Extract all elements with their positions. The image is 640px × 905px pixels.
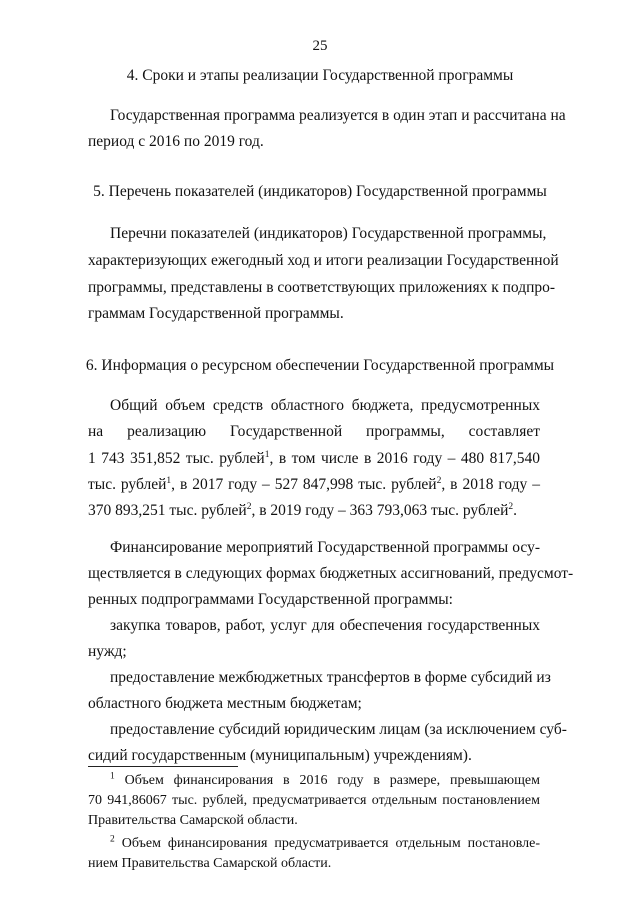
forms-line: ществляется в следующих формах бюджетных ассигнований, предусмот- <box>88 565 574 582</box>
funding-text: тыс. рублей <box>88 476 167 493</box>
footnote-1-line: Правительства Самарской области. <box>88 813 298 828</box>
form-item-line: закупка товаров, работ, услуг для обеспечения государственных <box>110 617 540 634</box>
funding-line: на реализацию Государственной программы, составляет <box>88 423 540 440</box>
footnote-ref: 1 <box>264 449 270 460</box>
form-item-line: предоставление субсидий юридическим лицам (за исключением суб- <box>110 721 567 738</box>
footnote-ref: 2 <box>246 501 252 512</box>
footnote-1-line <box>110 773 540 789</box>
footnote-2-line <box>110 836 540 852</box>
footnote-2-line: нием Правительства Самарской области. <box>88 856 332 871</box>
form-item-line: предоставление межбюджетных трансфертов в форме субсидий из <box>110 669 551 686</box>
funding-text: , в том числе в 2016 году – 480 817,540 <box>269 450 540 467</box>
form-item-line: сидий государственным (муниципальным) учреждениям). <box>88 747 472 764</box>
form-item-line: нужд; <box>88 643 127 660</box>
funding-text: 370 893,251 тыс. рублей <box>88 502 247 519</box>
footnote-ref: 2 <box>508 501 514 512</box>
forms-line: ренных подпрограммами Государственной программы: <box>88 591 453 608</box>
funding-text: , в 2018 году – <box>441 476 540 493</box>
forms-line: Финансирование мероприятий Государственной программы осу- <box>110 539 540 556</box>
footnote-1-line: 70 941,86067 тыс. рублей, предусматривается отдельным постановлением <box>88 793 540 808</box>
funding-text: , в 2017 году – 527 847,998 тыс. рублей <box>171 476 437 493</box>
footnote-text: Объем финансирования предусматривается отдельным постановле- <box>121 836 540 851</box>
footnote-mark: 2 <box>110 834 115 845</box>
footnote-ref: 1 <box>166 475 172 486</box>
page-number: 25 <box>312 38 328 54</box>
footnote-mark: 1 <box>110 771 115 782</box>
funding-line <box>88 450 540 468</box>
section-5-line: характеризующих ежегодный ход и итоги реализации Государственной <box>88 252 559 269</box>
section-4-line: Государственная программа реализуется в один этап и рассчитана на <box>110 107 566 124</box>
funding-text: , в 2019 году – 363 793,063 тыс. рублей <box>251 502 509 519</box>
section-5-heading: 5. Перечень показателей (индикаторов) Государственной программы <box>93 183 547 200</box>
section-6-heading: 6. Информация о ресурсном обеспечении Государственной программы <box>85 357 555 374</box>
section-5-line: программы, представлены в соответствующих приложениях к подпро- <box>88 279 556 296</box>
funding-line: Общий объем средств областного бюджета, предусмотренных <box>110 397 540 414</box>
funding-total: 1 743 351,852 тыс. рублей <box>88 450 265 467</box>
footnote-ref: 2 <box>436 475 442 486</box>
section-4-line: период с 2016 по 2019 год. <box>88 133 264 150</box>
funding-line <box>88 502 540 520</box>
section-5-line: Перечни показателей (индикаторов) Государственной программы, <box>110 225 547 242</box>
section-4-heading: 4. Сроки и этапы реализации Государственной программы <box>126 67 514 84</box>
form-item-line: областного бюджета местным бюджетам; <box>88 695 362 712</box>
funding-text: . <box>513 502 518 519</box>
footnote-separator <box>88 766 238 767</box>
funding-line <box>88 476 540 494</box>
footnote-text: Объем финансирования в 2016 году в размере, превышающем <box>124 773 540 788</box>
section-5-line: граммам Государственной программы. <box>88 305 344 322</box>
